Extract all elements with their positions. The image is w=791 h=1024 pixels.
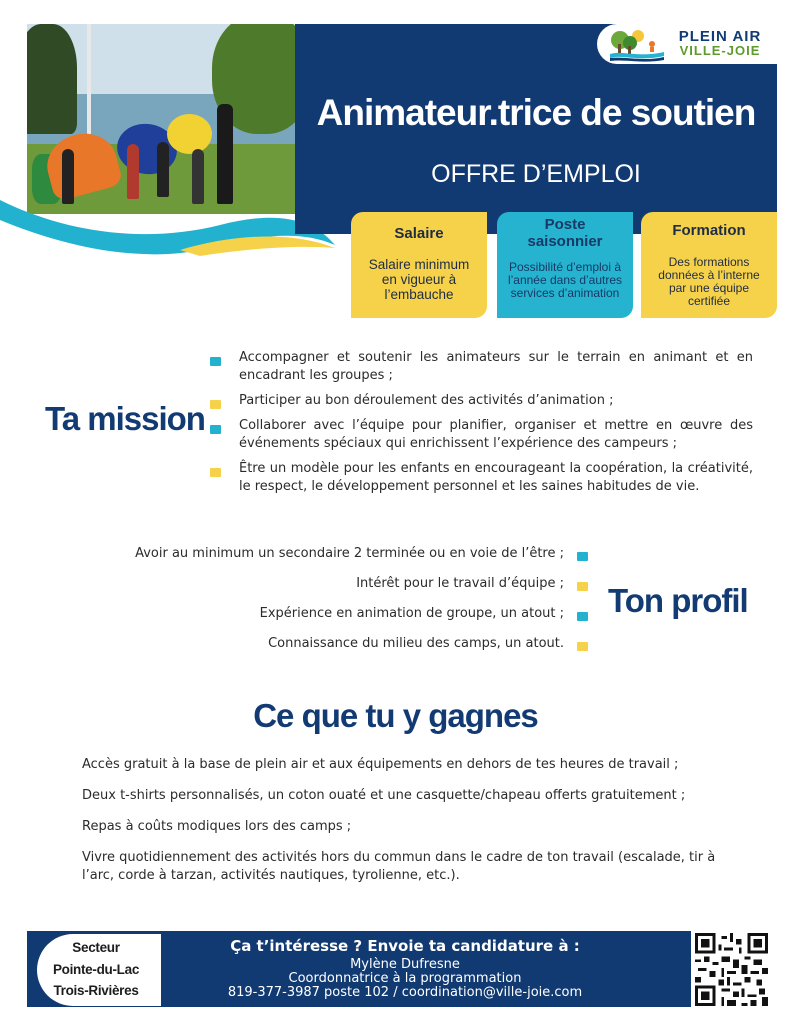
list-item: Accompagner et soutenir les animateurs sur le terrain en animant et en encadrant les groupes ; (207, 349, 753, 385)
job-title: Animateur.trice de soutien (316, 92, 756, 133)
cta-title: Ça t’intéresse ? Envoie ta candidature à : (230, 937, 580, 955)
list-item: Repas à coûts modiques lors des camps ; (82, 819, 352, 834)
job-subtitle: OFFRE D’EMPLOI (431, 160, 641, 188)
bullet-icon (210, 357, 221, 366)
profil-list (100, 545, 592, 665)
contact-name: Mylène Dufresne (350, 957, 460, 972)
list-item: Expérience en animation de groupe, un atout ; (100, 605, 592, 623)
bullet-icon (577, 612, 588, 621)
list-item: Participer au bon déroulement des activités d’animation ; (207, 392, 753, 410)
bullet-icon (210, 425, 221, 434)
card-salaire (351, 212, 487, 318)
card-formation-body: Des formations données à l’interne par une équipe certifiée (658, 255, 760, 308)
list-item: Avoir au minimum un secondaire 2 terminée ou en voie de l’être ; (100, 545, 592, 563)
profil-heading: Ton profil (608, 582, 748, 619)
mission-heading: Ta mission (45, 400, 205, 437)
sector-place: Pointe-du-Lac (52, 962, 140, 977)
decorative-wave (0, 190, 340, 260)
sector-city: Trois-Rivières (53, 983, 139, 998)
list-item: Accès gratuit à la base de plein air et aux équipements en dehors de tes heures de travail ; (82, 757, 679, 772)
logo-text-ville-joie: VILLE-JOIE (679, 43, 761, 58)
card-poste-title: Poste saisonnier (527, 216, 603, 250)
list-item: Intérêt pour le travail d’équipe ; (100, 575, 592, 593)
logo-text-plein-air: PLEIN AIR (678, 28, 762, 45)
mission-list (207, 349, 753, 503)
card-salaire-body: Salaire minimum en vigueur à l’embauche (368, 257, 470, 302)
card-formation (641, 212, 777, 318)
list-item: Collaborer avec l’équipe pour planifier, organiser et mettre en œuvre des événements spéciaux qui enrichissent l’expérience des campeurs ; (207, 417, 753, 453)
qr-code-icon[interactable] (695, 933, 768, 1006)
gains-heading: Ce que tu y gagnes (253, 697, 538, 734)
card-poste-body: Possibilité d’emploi à l’année dans d’autres services d’animation (507, 260, 623, 300)
card-poste (497, 212, 633, 318)
card-formation-title: Formation (672, 222, 746, 239)
card-salaire-title: Salaire (394, 225, 444, 242)
logo-trees-sun-icon (608, 26, 666, 62)
header-photo (27, 24, 295, 214)
bullet-icon (210, 468, 221, 477)
list-item: Connaissance du milieu des camps, un atout. (100, 635, 592, 653)
bullet-icon (210, 400, 221, 409)
sector-label: Secteur (72, 940, 120, 955)
bullet-icon (577, 582, 588, 591)
gains-list (82, 756, 722, 898)
list-item: Être un modèle pour les enfants en encourageant la coopération, la créativité, le respect, le développement personnel et les saines habitudes de vie. (207, 460, 753, 496)
list-item: Deux t-shirts personnalisés, un coton ouaté et une casquette/chapeau offerts gratuitement ; (82, 788, 686, 803)
contact-role: Coordonnatrice à la programmation (288, 971, 522, 986)
bullet-icon (577, 642, 588, 651)
list-item: Vivre quotidiennement des activités hors du commun dans le cadre de ton travail (escalade, tir à l’arc, corde à tarzan, activités nautiques, tyrolienne, etc.). (82, 850, 716, 883)
bullet-icon (577, 552, 588, 561)
contact-details[interactable]: 819-377-3987 poste 102 / coordination@ville-joie.com (227, 985, 583, 1000)
